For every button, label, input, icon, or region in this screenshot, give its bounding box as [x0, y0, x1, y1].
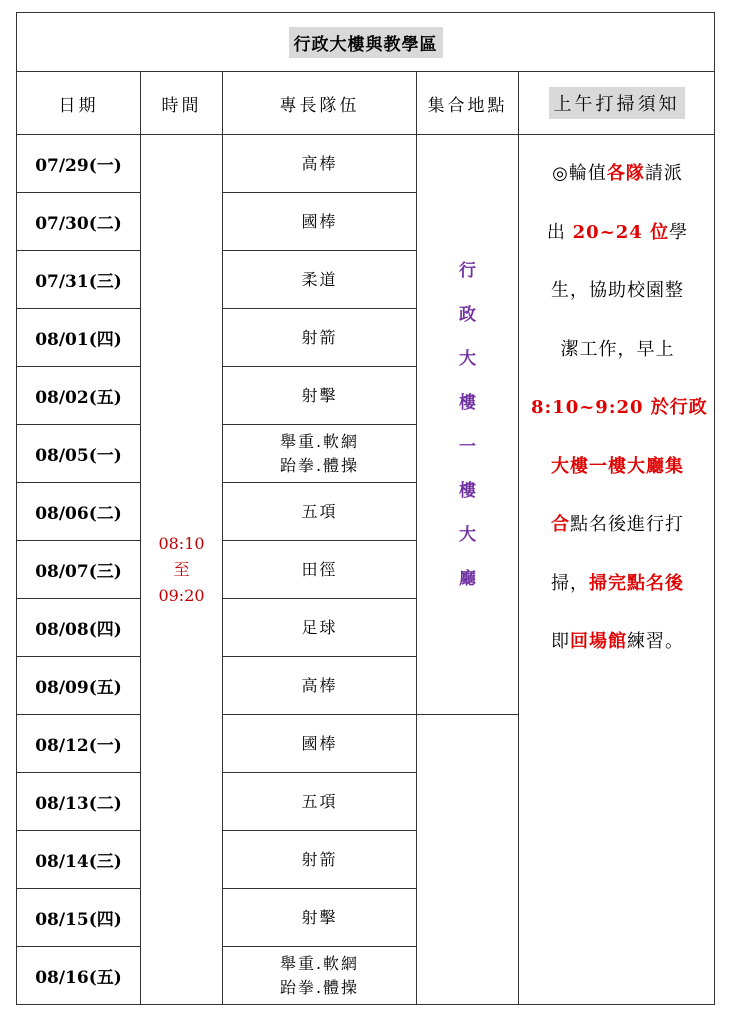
team-cell [223, 135, 417, 193]
notice-line [531, 321, 704, 380]
team-name: 足球 [301, 617, 338, 637]
notice-emphasis: 合 [551, 514, 570, 535]
notice-line [531, 262, 704, 321]
notice-segment: 出 [546, 221, 573, 243]
header-time: 時間 [141, 72, 223, 135]
date-cell: 07/30(二) [17, 193, 141, 251]
team-name: 田徑 [301, 559, 338, 579]
team-name: 國棒 [301, 211, 338, 231]
team-cell [223, 831, 417, 889]
team-name-second: 跆拳.體操 [279, 455, 360, 475]
notice-segment: 學 [669, 221, 689, 243]
notice-line [531, 613, 704, 672]
team-cell [223, 425, 417, 483]
meeting-place-char: 樓 [459, 480, 476, 501]
notice-emphasis: 20~24 位 [572, 221, 670, 243]
meeting-place-char: 政 [459, 304, 476, 325]
team-name: 五項 [301, 501, 338, 521]
date-cell: 08/05(一) [17, 425, 141, 483]
team-cell [223, 947, 417, 1005]
notice-line [531, 496, 704, 555]
notice-segment: 潔工作，早上 [560, 338, 675, 360]
notice-line [531, 204, 704, 263]
team-cell [223, 773, 417, 831]
date-cell: 07/31(三) [17, 251, 141, 309]
team-cell [223, 309, 417, 367]
date-cell: 08/13(二) [17, 773, 141, 831]
team-cell [223, 483, 417, 541]
date-cell: 08/01(四) [17, 309, 141, 367]
date-cell: 08/07(三) [17, 541, 141, 599]
team-name: 五項 [301, 791, 338, 811]
title-row [17, 13, 715, 72]
header-notice-label: 上午打掃須知 [549, 87, 685, 119]
header-row [17, 72, 715, 135]
team-name: 高棒 [301, 153, 338, 173]
notice-segment: 生，協助校園整 [551, 280, 684, 301]
time-end: 09:20 [158, 585, 205, 605]
notice-emphasis: 大樓一樓大廳集 [551, 455, 684, 477]
meeting-place-char: 廳 [459, 568, 476, 589]
team-name-second: 跆拳.體操 [279, 977, 360, 997]
team-cell [223, 251, 417, 309]
schedule-table [16, 12, 715, 1005]
header-place: 集合地點 [417, 72, 519, 135]
date-cell: 08/02(五) [17, 367, 141, 425]
team-name: 國棒 [301, 733, 338, 753]
meeting-place-empty [417, 715, 519, 1005]
meeting-place-cell [417, 135, 519, 715]
date-cell: 08/15(四) [17, 889, 141, 947]
title-cell [17, 13, 715, 72]
team-name: 射箭 [301, 327, 338, 347]
header-date: 日期 [17, 72, 141, 135]
notice-cell [519, 135, 715, 1005]
team-cell [223, 193, 417, 251]
notice-emphasis: 掃完點名後 [589, 572, 684, 594]
notice-segment: 點名後進行打 [570, 514, 684, 535]
meeting-place-char: 行 [459, 260, 476, 281]
team-cell [223, 599, 417, 657]
table-row [17, 135, 715, 193]
time-start: 08:10 [158, 533, 205, 553]
meeting-place-char: 大 [459, 524, 476, 545]
team-name: 柔道 [301, 269, 338, 289]
date-cell: 08/14(三) [17, 831, 141, 889]
team-name: 射箭 [301, 849, 338, 869]
team-name: 舉重.軟網 [279, 431, 360, 451]
team-cell [223, 541, 417, 599]
header-team: 專長隊伍 [223, 72, 417, 135]
notice-line [531, 379, 708, 438]
notice-emphasis: 各隊 [606, 163, 645, 184]
team-name: 高棒 [301, 675, 338, 695]
team-cell [223, 715, 417, 773]
notice-line [531, 555, 704, 614]
header-notice [519, 72, 715, 135]
date-cell: 08/16(五) [17, 947, 141, 1005]
schedule-body [17, 13, 715, 1005]
notice-line [531, 438, 704, 497]
notice-segment: ◎輪值 [552, 163, 607, 184]
meeting-place-char: 大 [459, 348, 476, 369]
team-cell [223, 889, 417, 947]
notice-segment: 掃， [551, 572, 589, 594]
meeting-place-char: 樓 [459, 392, 476, 413]
team-name: 射擊 [301, 385, 338, 405]
date-cell: 08/09(五) [17, 657, 141, 715]
date-cell: 08/06(二) [17, 483, 141, 541]
notice-segment: 請派 [644, 163, 683, 184]
notice-line [531, 145, 704, 204]
meeting-place-char: 一 [459, 436, 476, 457]
notice-segment: 即 [551, 631, 570, 652]
time-cell [141, 135, 223, 1005]
date-cell: 08/12(一) [17, 715, 141, 773]
team-name: 舉重.軟網 [279, 953, 360, 973]
notice-emphasis: 8:10~9:20 於行政 [531, 397, 708, 418]
notice-segment: 練習。 [627, 631, 684, 652]
notice-text [519, 135, 714, 672]
team-cell [223, 367, 417, 425]
team-cell [223, 657, 417, 715]
team-name: 射擊 [301, 907, 338, 927]
date-cell: 07/29(一) [17, 135, 141, 193]
date-cell: 08/08(四) [17, 599, 141, 657]
time-sep: 至 [173, 559, 190, 579]
page-title: 行政大樓與教學區 [289, 27, 443, 58]
notice-emphasis: 回場館 [570, 631, 627, 652]
